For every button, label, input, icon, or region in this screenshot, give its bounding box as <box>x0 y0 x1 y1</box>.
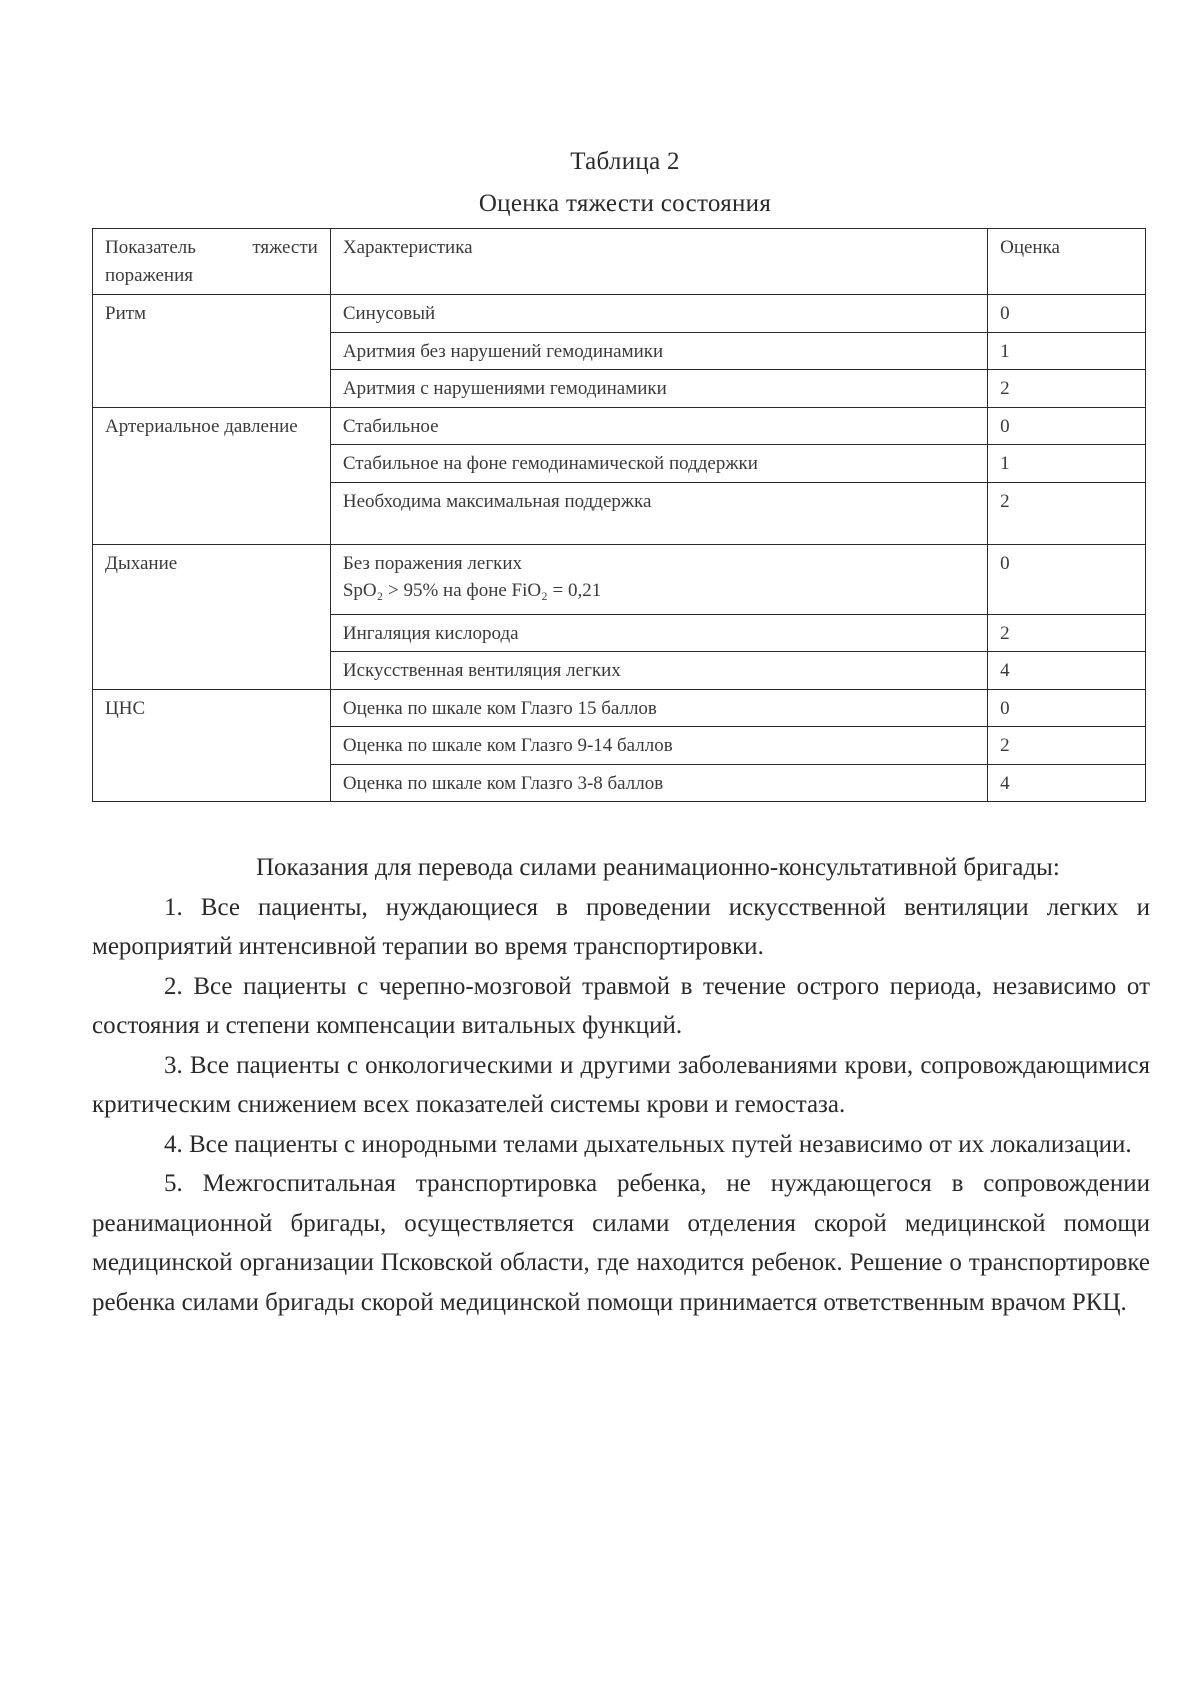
characteristic-cell: Стабильное на фоне гемодинамической поддержки <box>330 445 987 483</box>
characteristic-cell <box>330 544 987 614</box>
score-cell: 4 <box>988 764 1146 802</box>
header-characteristic: Характеристика <box>330 229 987 295</box>
characteristic-cell: Оценка по шкале ком Глазго 3-8 баллов <box>330 764 987 802</box>
indication-item: 5. Межгоспитальная транспортировка ребенка, не нуждающегося в сопровождении реанимационной бригады, осуществляется силами отделения скорой медицинской помощи медицинской организации Псковской области, где находится ребенок. Решение о транспортировке ребенка силами бригады скорой медицинской помощи принимается ответственным врачом РКЦ. <box>92 1170 1150 1316</box>
score-cell: 2 <box>988 482 1146 544</box>
indications-section <box>92 848 1150 1322</box>
characteristic-cell: Необходима максимальная поддержка <box>330 482 987 544</box>
table-row <box>93 689 1146 727</box>
characteristic-line: Без поражения легких <box>342 552 523 574</box>
severity-table <box>92 228 1146 802</box>
score-cell: 0 <box>988 295 1146 333</box>
characteristic-line: SpO₂ > 95% на фоне FiO₂ = 0,21 <box>342 580 602 602</box>
score-cell: 0 <box>988 407 1146 445</box>
indicator-cell: Артериальное давление <box>93 407 331 544</box>
indications-intro: Показания для перевода силами реанимационно-консультативной бригады: <box>256 854 1060 881</box>
indication-item: 3. Все пациенты с онкологическими и другими заболеваниями крови, сопровождающимися критическим снижением всех показателей системы крови и гемостаза. <box>92 1051 1150 1118</box>
indicator-cell: ЦНС <box>93 689 331 802</box>
table-row <box>93 407 1146 445</box>
indicator-cell: Дыхание <box>93 544 331 689</box>
characteristic-cell: Оценка по шкале ком Глазго 9-14 баллов <box>330 727 987 765</box>
characteristic-cell: Ингаляция кислорода <box>330 614 987 652</box>
score-cell: 2 <box>988 727 1146 765</box>
header-indicator-line2: поражения <box>105 264 193 286</box>
characteristic-cell: Синусовый <box>330 295 987 333</box>
score-cell: 0 <box>988 689 1146 727</box>
score-cell: 1 <box>988 445 1146 483</box>
score-cell: 0 <box>988 544 1146 614</box>
characteristic-cell: Аритмия с нарушениями гемодинамики <box>330 370 987 408</box>
score-cell: 4 <box>988 652 1146 690</box>
indicator-cell: Ритм <box>93 295 331 408</box>
header-indicator <box>93 229 331 295</box>
indication-item: 4. Все пациенты с инородными телами дыхательных путей независимо от их локализации. <box>164 1130 1132 1158</box>
score-cell: 2 <box>988 614 1146 652</box>
table-label: Таблица 2 <box>570 148 680 175</box>
header-score: Оценка <box>988 229 1146 295</box>
score-cell: 2 <box>988 370 1146 408</box>
characteristic-cell: Оценка по шкале ком Глазго 15 баллов <box>330 689 987 727</box>
characteristic-cell: Стабильное <box>330 407 987 445</box>
table-title: Оценка тяжести состояния <box>478 190 772 217</box>
table-header-row <box>93 229 1146 295</box>
characteristic-cell: Искусственная вентиляция легких <box>330 652 987 690</box>
indication-item: 2. Все пациенты с черепно-мозговой травмой в течение острого периода, независимо от состояния и степени компенсации витальных функций. <box>92 972 1150 1039</box>
characteristic-cell: Аритмия без нарушений гемодинамики <box>330 332 987 370</box>
table-row <box>93 544 1146 614</box>
header-indicator-line1: Показатель тяжести <box>105 237 318 258</box>
table-row <box>93 295 1146 333</box>
indication-item: 1. Все пациенты, нуждающиеся в проведении искусственной вентиляции легких и мероприятий интенсивной терапии во время транспортировки. <box>92 893 1150 960</box>
score-cell: 1 <box>988 332 1146 370</box>
